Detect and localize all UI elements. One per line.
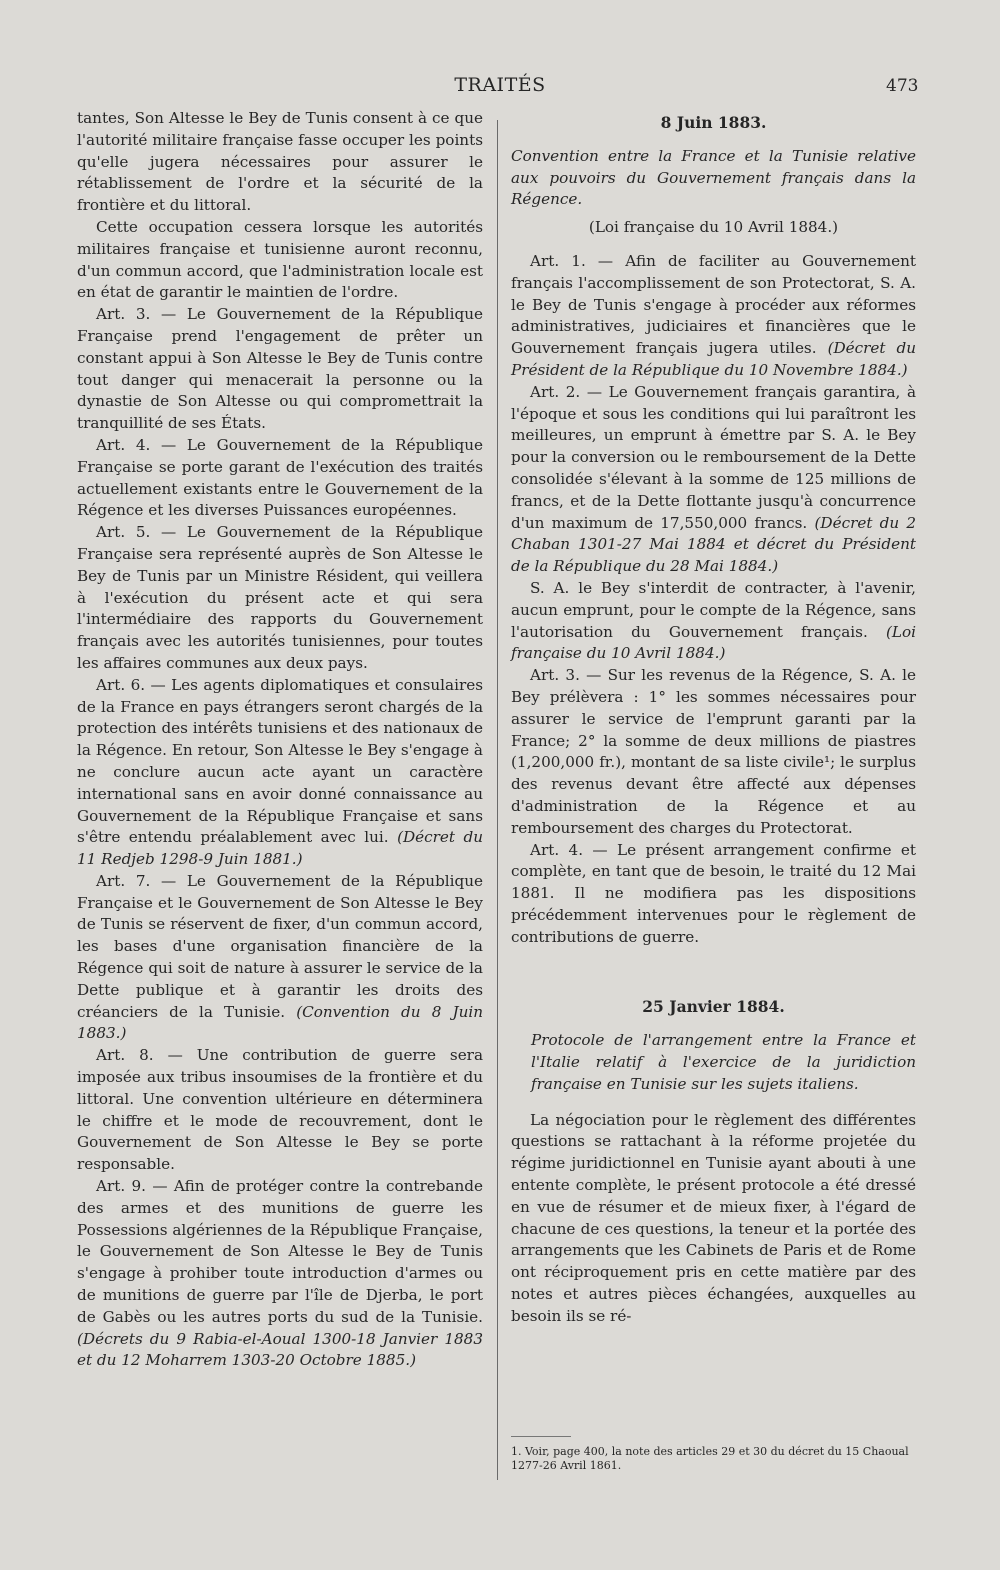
decree-reference: (Décrets du 9 Rabia-el-Aoual 1300-18 Janvier 1883 et du 12 Moharrem 1303-20 Octobre 1885.): [77, 1329, 483, 1370]
article-7: Art. 7. — Le Gouvernement de la République Française et le Gouvernement de Son Altesse le Bey de Tunis se réservent de fixer, d'un commun accord, les bases d'une organisation financière de la Régence qui soit de nature à assurer le service de la Dette publique et à garantir les droits des créanciers de la Tunisie. (Convention du 8 Juin 1883.): [77, 871, 483, 1043]
decree-reference: (Décret du 11 Redjeb 1298-9 Juin 1881.): [77, 828, 484, 869]
page-number: 473: [886, 76, 919, 96]
law-reference: (Loi française du 10 Avril 1884.): [511, 622, 917, 663]
paragraph: Cette occupation cessera lorsque les autorités militaires française et tunisienne auront reconnu, d'un commun accord, que l'administration locale est en état de garantir le maintien de l'ordre.: [77, 217, 483, 302]
law-reference: (Loi française du 10 Avril 1884.): [588, 218, 839, 237]
article-4: Art. 4. — Le présent arrangement confirme et complète, en tant que de besoin, le traité du 12 Mai 1881. Il ne modifiera pas les dispositions précédemment intervenues pour le règlement de contributions de guerre.: [511, 840, 916, 946]
column-divider: [497, 120, 498, 1480]
paragraph: tantes, Son Altesse le Bey de Tunis consent à ce que l'autorité militaire française fasse occuper les points qu'elle jugera nécessaires pour assurer le rétablissement de l'ordre et la sécurité de la frontière et du littoral.: [77, 109, 483, 215]
section-title: Protocole de l'arrangement entre la France et l'Italie relatif à l'exercice de la juridiction française en Tunisie sur les sujets italiens.: [531, 1031, 916, 1093]
article-5: Art. 5. — Le Gouvernement de la République Française sera représenté auprès de Son Altesse le Bey de Tunis par un Ministre Résident, qui veillera à l'exécution du présent acte et qui sera l'intermédiaire des rapports du Gouvernement français avec les autorités tunisiennes, pour toutes les affaires communes aux deux pays.: [77, 523, 483, 672]
paragraph: La négociation pour le règlement des différentes questions se rattachant à la réforme projetée du régime juridictionnel en Tunisie ayant abouti à une entente complète, le présent protocole a été dressé en vue de résumer et de mieux fixer, à l'égard de chacune de ces questions, la teneur et la portée des arrangements que les Cabinets de Paris et de Rome ont réciproquement pris en cette matière par des notes et autres pièces échangées, auxquelles au besoin ils se ré-: [511, 1110, 916, 1325]
section-date: 25 Janvier 1884.: [642, 997, 785, 1017]
running-title: TRAITÉS: [454, 74, 546, 96]
article-3: Art. 3. — Sur les revenus de la Régence, S. A. le Bey prélèvera : 1° les sommes nécessaires pour assurer le service de l'emprunt garanti par la France; 2° la somme de deux millions de piastres (1,200,000 fr.), montant de sa liste civile¹; le surplus des revenus devant être affecté aux dépenses d'administration de la Régence et au remboursement des charges du Protectorat.: [511, 666, 916, 837]
decree-reference: (Décret du Président de la République du 10 Novembre 1884.): [511, 339, 917, 379]
footnote: [511, 1436, 916, 1473]
paragraph: S. A. le Bey s'interdit de contracter, à l'avenir, aucun emprunt, pour le compte de la Régence, sans l'autorisation du Gouvernement français. (Loi française du 10 Avril 1884.): [511, 578, 917, 663]
right-column: [511, 108, 916, 1328]
section-date: 8 Juin 1883.: [660, 113, 767, 132]
article-3: Art. 3. — Le Gouvernement de la République Française prend l'engagement de prêter un constant appui à Son Altesse le Bey de Tunis contre tout danger qui menacerait la personne ou la dynastie de Son Altesse ou qui compromettrait la tranquillité de ses États.: [77, 305, 483, 433]
article-1: Art. 1. — Afin de faciliter au Gouvernement français l'accomplissement de son Protectorat, S. A. le Bey de Tunis s'engage à procéder aux réformes administratives, judiciaires et financières que le Gouvernement français jugera utiles. (Décret du Président de la République du 10 Novembre 1884.): [511, 251, 917, 379]
article-6: Art. 6. — Les agents diplomatiques et consulaires de la France en pays étrangers seront chargés de la protection des intérêts tunisiens et des nationaux de la Régence. En retour, Son Altesse le Bey s'engage à ne conclure aucun acte ayant un caractère international sans en avoir donné connaissance au Gouvernement de la République Française et sans s'être entendu préalablement avec lui. (Décret du 11 Redjeb 1298-9 Juin 1881.): [77, 675, 484, 869]
footnote-rule: [511, 1436, 571, 1437]
footnote-text: 1. Voir, page 400, la note des articles 29 et 30 du décret du 15 Chaoual 1277-26 Avril 1861.: [511, 1445, 909, 1472]
decree-reference: (Décret du 2 Chaban 1301-27 Mai 1884 et décret du Président de la République du 28 Mai 1884.): [511, 513, 917, 576]
convention-reference: (Convention du 8 Juin 1883.): [77, 1002, 483, 1043]
article-8: Art. 8. — Une contribution de guerre sera imposée aux tribus insoumises de la frontière et du littoral. Une convention ultérieure en déterminera le chiffre et le mode de recouvrement, dont le Gouvernement de Son Altesse le Bey se porte responsable.: [77, 1046, 483, 1174]
article-2: Art. 2. — Le Gouvernement français garantira, à l'époque et sous les conditions qui lui paraîtront les meilleures, un emprunt à émettre par S. A. le Bey pour la conversion ou le remboursement de la Dette consolidée s'élevant à la somme de 125 millions de francs, et de la Dette flottante jusqu'à concurrence d'un maximum de 17,550,000 francs. (Décret du 2 Chaban 1301-27 Mai 1884 et décret du Président de la République du 28 Mai 1884.): [511, 382, 917, 576]
section-title: Convention entre la France et la Tunisie relative aux pouvoirs du Gouvernement français dans la Régence.: [511, 146, 916, 209]
article-9: Art. 9. — Afin de protéger contre la contrebande des armes et des munitions de guerre les Possessions algériennes de la République Française, le Gouvernement de Son Altesse le Bey de Tunis s'engage à prohiber toute introduction d'armes ou de munitions de guerre par l'île de Djerba, le port de Gabès ou les autres ports du sud de la Tunisie. (Décrets du 9 Rabia-el-Aoual 1300-18 Janvier 1883 et du 12 Moharrem 1303-20 Octobre 1885.): [77, 1177, 483, 1370]
section-gap: [511, 948, 916, 992]
article-4: Art. 4. — Le Gouvernement de la République Française se porte garant de l'exécution des traités actuellement existants entre le Gouvernement de la Régence et les diverses Puissances européennes.: [77, 435, 483, 520]
left-column: [77, 108, 483, 1372]
